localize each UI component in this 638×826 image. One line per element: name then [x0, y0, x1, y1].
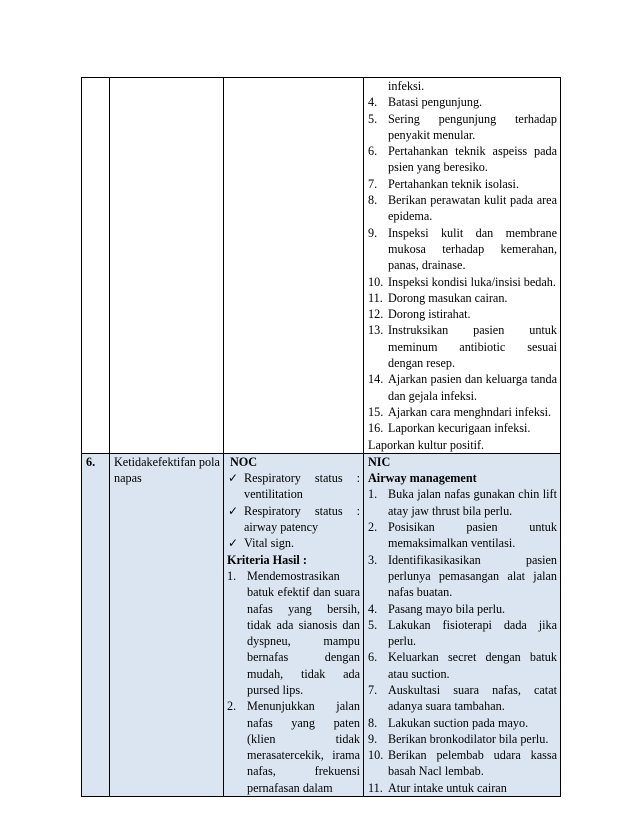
list-item-text: Mendemostrasikan batuk efektif dan suara nafas yang bersih, tidak ada sianosis dan dyspneu, mampu bernafas dengan mudah, tidak ada pursed lips. — [247, 568, 360, 697]
list-item — [368, 731, 557, 747]
list-item-text: Pasang mayo bila perlu. — [388, 601, 506, 616]
list-item-number: 10. — [368, 274, 384, 289]
list-item-text: Lakukan fisioterapi dada jika perlu. — [388, 617, 557, 649]
list-item-number: 11. — [368, 780, 383, 795]
list-item-number: 9. — [368, 225, 378, 240]
list-item-number: 2. — [368, 520, 378, 535]
list-item-text: Sering pengunjung terhadap penyakit menular. — [388, 111, 557, 142]
check-item — [227, 503, 360, 536]
list-item-number: 6. — [368, 144, 378, 159]
list-item — [368, 682, 557, 715]
list-item-text: Ajarkan cara menghndari infeksi. — [388, 404, 552, 419]
list-item — [368, 486, 557, 519]
nic-subtitle: Airway management — [368, 471, 477, 486]
list-item — [368, 519, 557, 552]
list-item-number: 4. — [368, 95, 378, 110]
diagnosis-cell — [110, 78, 224, 454]
list-item-number: 14. — [368, 372, 384, 387]
list-item-text: Berikan pelembab udara kassa basah Nacl lembab. — [388, 748, 557, 779]
list-item-text: Dorong istirahat. — [388, 307, 471, 322]
list-item — [368, 94, 557, 110]
diagnosis-cell — [110, 453, 224, 796]
list-item-number: 4. — [368, 601, 378, 616]
nic-cell — [364, 453, 561, 796]
check-item-text: Respiratory status : airway patency — [244, 503, 360, 535]
list-item-number: 1. — [368, 487, 378, 502]
number-cell — [82, 453, 110, 796]
noc-checklist — [227, 470, 360, 551]
nic-title: NIC — [368, 454, 391, 469]
list-item — [368, 404, 557, 420]
list-item-text: Auskultasi suara nafas, catat adanya suara tambahan. — [388, 682, 557, 714]
diagnosis-text: Ketidakefektifan pola napas — [114, 454, 220, 486]
list-item-number: 5. — [368, 111, 378, 126]
checkmark-icon: ✓ — [228, 536, 239, 551]
list-item-number: 7. — [368, 176, 378, 191]
criteria-title: Kriteria Hasil : — [227, 552, 307, 567]
list-item-number: 10. — [368, 748, 384, 763]
noc-cell — [224, 78, 364, 454]
criteria-list — [227, 568, 360, 796]
list-item-text: Batasi pengunjung. — [388, 95, 483, 110]
list-item — [368, 552, 557, 601]
check-item — [227, 535, 360, 551]
list-item-number: 7. — [368, 682, 378, 697]
list-item-text: Berikan perawatan kulit pada area epidema. — [388, 193, 557, 224]
table-row — [82, 453, 561, 796]
checkmark-icon: ✓ — [228, 503, 239, 518]
list-item-number: 13. — [368, 323, 384, 338]
nursing-care-table — [81, 77, 561, 797]
list-item-number: 5. — [368, 617, 378, 632]
list-item — [368, 225, 557, 274]
list-item — [368, 290, 557, 306]
intervention-list — [368, 486, 557, 796]
list-item-number: 1. — [227, 568, 237, 583]
list-item-number: 2. — [227, 699, 237, 714]
list-item — [368, 780, 557, 796]
list-item — [368, 617, 557, 650]
noc-title: NOC — [230, 454, 258, 469]
checkmark-icon: ✓ — [228, 471, 239, 486]
list-item — [368, 192, 557, 225]
list-item — [368, 601, 557, 617]
list-item — [368, 649, 557, 682]
list-item-text: Pertahankan teknik isolasi. — [388, 176, 519, 191]
list-item-number: 8. — [368, 193, 378, 208]
list-item-text: Ajarkan pasien dan keluarga tanda dan gejala infeksi. — [388, 372, 557, 403]
list-item — [368, 306, 557, 322]
list-item-number: 15. — [368, 404, 384, 419]
list-item-text: Buka jalan nafas gunakan chin lift atay jaw thrust bila perlu. — [388, 487, 557, 518]
list-item-text: Inspeksi kulit dan membrane mukosa terhadap kemerahan, panas, drainase. — [388, 225, 557, 273]
list-item-text: Keluarkan secret dengan batuk atau suction. — [388, 650, 557, 681]
row-number: 6. — [86, 454, 96, 469]
table-row — [82, 78, 561, 454]
list-item-number: 12. — [368, 307, 384, 322]
list-item — [227, 568, 360, 698]
number-cell — [82, 78, 110, 454]
list-item-text: Dorong masukan cairan. — [388, 290, 508, 305]
list-item — [368, 420, 557, 436]
list-item — [368, 747, 557, 780]
list-item — [368, 274, 557, 290]
tail-text: Laporkan kultur positif. — [368, 437, 485, 452]
list-item — [368, 322, 557, 371]
list-item-text: Berikan bronkodilator bila perlu. — [388, 731, 549, 746]
list-item — [227, 698, 360, 796]
list-item-text: Menunjukkan jalan nafas yang paten (klien tidak merasatercekik, irama nafas, frekuensi pernafasan dalam — [247, 699, 360, 795]
list-item-text: Laporkan kecurigaan infeksi. — [388, 421, 531, 436]
check-item-text: Respiratory status : ventilitation — [244, 471, 360, 502]
list-item-text: Posisikan pasien untuk memaksimalkan ventilasi. — [388, 520, 557, 551]
list-item-text: Atur intake untuk cairan — [388, 780, 507, 795]
list-item — [368, 176, 557, 192]
list-item — [368, 143, 557, 176]
list-item-number: 9. — [368, 731, 378, 746]
list-item-text: Inspeksi kondisi luka/insisi bedah. — [388, 274, 556, 289]
list-item — [368, 715, 557, 731]
nic-cell — [364, 78, 561, 454]
list-item-number: 11. — [368, 290, 383, 305]
continuation-text: infeksi. — [388, 79, 425, 93]
list-item-number: 8. — [368, 715, 378, 730]
check-item-text: Vital sign. — [244, 536, 295, 551]
check-item — [227, 470, 360, 503]
list-item — [368, 371, 557, 404]
list-item-text: Lakukan suction pada mayo. — [388, 715, 529, 730]
list-item-number: 3. — [368, 552, 378, 567]
list-item-text: Identifikasikasikan pasien perlunya pemasangan alat jalan nafas buatan. — [388, 552, 557, 600]
noc-cell — [224, 453, 364, 796]
intervention-list — [368, 94, 557, 436]
list-item-text: Pertahankan teknik aspeiss pada psien yang beresiko. — [388, 144, 557, 175]
list-item-number: 16. — [368, 421, 384, 436]
list-item-text: Instruksikan pasien untuk meminum antibiotic sesuai dengan resep. — [388, 323, 557, 371]
list-item-number: 6. — [368, 650, 378, 665]
list-item — [368, 111, 557, 144]
